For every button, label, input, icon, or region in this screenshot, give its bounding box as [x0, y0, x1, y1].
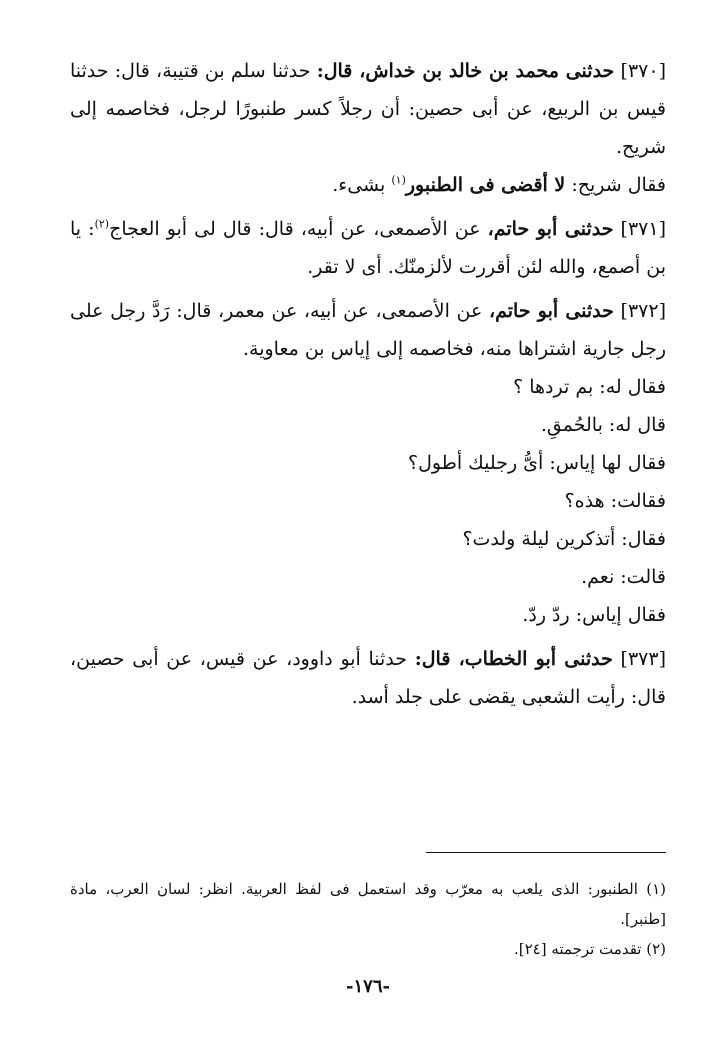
- entry-isnad: حدثنى محمد بن خالد بن خداش، قال:: [316, 60, 615, 82]
- speech-intro: فقال شريح:: [571, 174, 666, 196]
- entry-text-continued: : يا بن أصمع، والله لئن أقررت لألزمنّك. أى لا تقر.: [70, 218, 666, 278]
- dialogue-line: فقال لها إياس: أىُّ رجليك أطول؟: [408, 452, 666, 474]
- footnote-2: (٢) تقدمت ترجمته [٢٤].: [513, 940, 666, 958]
- entry-370-speech: [70, 166, 666, 204]
- entry-371: [70, 210, 666, 286]
- entry-number: [٣٧١]: [620, 218, 667, 240]
- footnote-marker-2: (٢): [94, 217, 110, 231]
- entry-number: [٣٧٠]: [620, 60, 666, 82]
- footnote-1: (١) الطنبور: الذى يلعب به معرّب وقد استعمل فى لفظ العربية. انظر: لسان العرب، مادة [طنبر].: [70, 880, 666, 928]
- speech-end: بشىء.: [332, 174, 386, 196]
- entry-text: عن الأصمعى، عن أبيه، عن معمر، قال: رَدَّ رجل على رجل جارية اشتراها منه، فخاصمه إلى إياس بن معاوية.: [70, 300, 666, 360]
- dialogue-line: قال له: بالحُمقِ.: [540, 414, 666, 436]
- entry-373: [70, 640, 666, 716]
- dialogue-line: فقال إياس: ردّ ردّ.: [522, 604, 666, 626]
- page-number: -١٧٦-: [346, 976, 390, 997]
- page-body: [70, 52, 666, 1022]
- entry-isnad: حدثنى أبو حاتم،: [488, 300, 614, 322]
- footnote-divider: [426, 852, 666, 853]
- entry-isnad: حدثنى أبو الخطاب، قال:: [414, 648, 613, 670]
- dialogue-line: فقال له: بم تردها ؟: [513, 376, 666, 398]
- entry-number: [٣٧٣]: [620, 648, 666, 670]
- dialogue-line: قالت: نعم.: [581, 566, 666, 588]
- speech-quote: لا أقضى فى الطنبور: [405, 174, 566, 196]
- entry-text: حدثنا أبو داوود، عن قيس، عن أبى حصين، قال: رأيت الشعبى يقضى على جلد أسد.: [70, 648, 666, 708]
- entry-text: حدثنا سلم بن قتيبة، قال: حدثنا قيس بن الربيع، عن أبى حصين: أن رجلاً كسر طنبورًا لرجل، فخاصمه إلى شريح.: [70, 60, 666, 158]
- entry-372: [70, 292, 666, 368]
- entry-number: [٣٧٢]: [620, 300, 666, 322]
- dialogue-line: فقالت: هذه؟: [564, 490, 666, 512]
- entry-isnad: حدثنى أبو حاتم،: [487, 218, 614, 240]
- footnotes: [70, 874, 666, 964]
- footnote-marker-1: (١): [391, 173, 406, 187]
- entry-370: [70, 52, 666, 166]
- entry-text: عن الأصمعى، عن أبيه، قال: قال لى أبو العجاج: [109, 218, 481, 240]
- dialogue-line: فقال: أتذكرين ليلة ولدت؟: [462, 528, 666, 550]
